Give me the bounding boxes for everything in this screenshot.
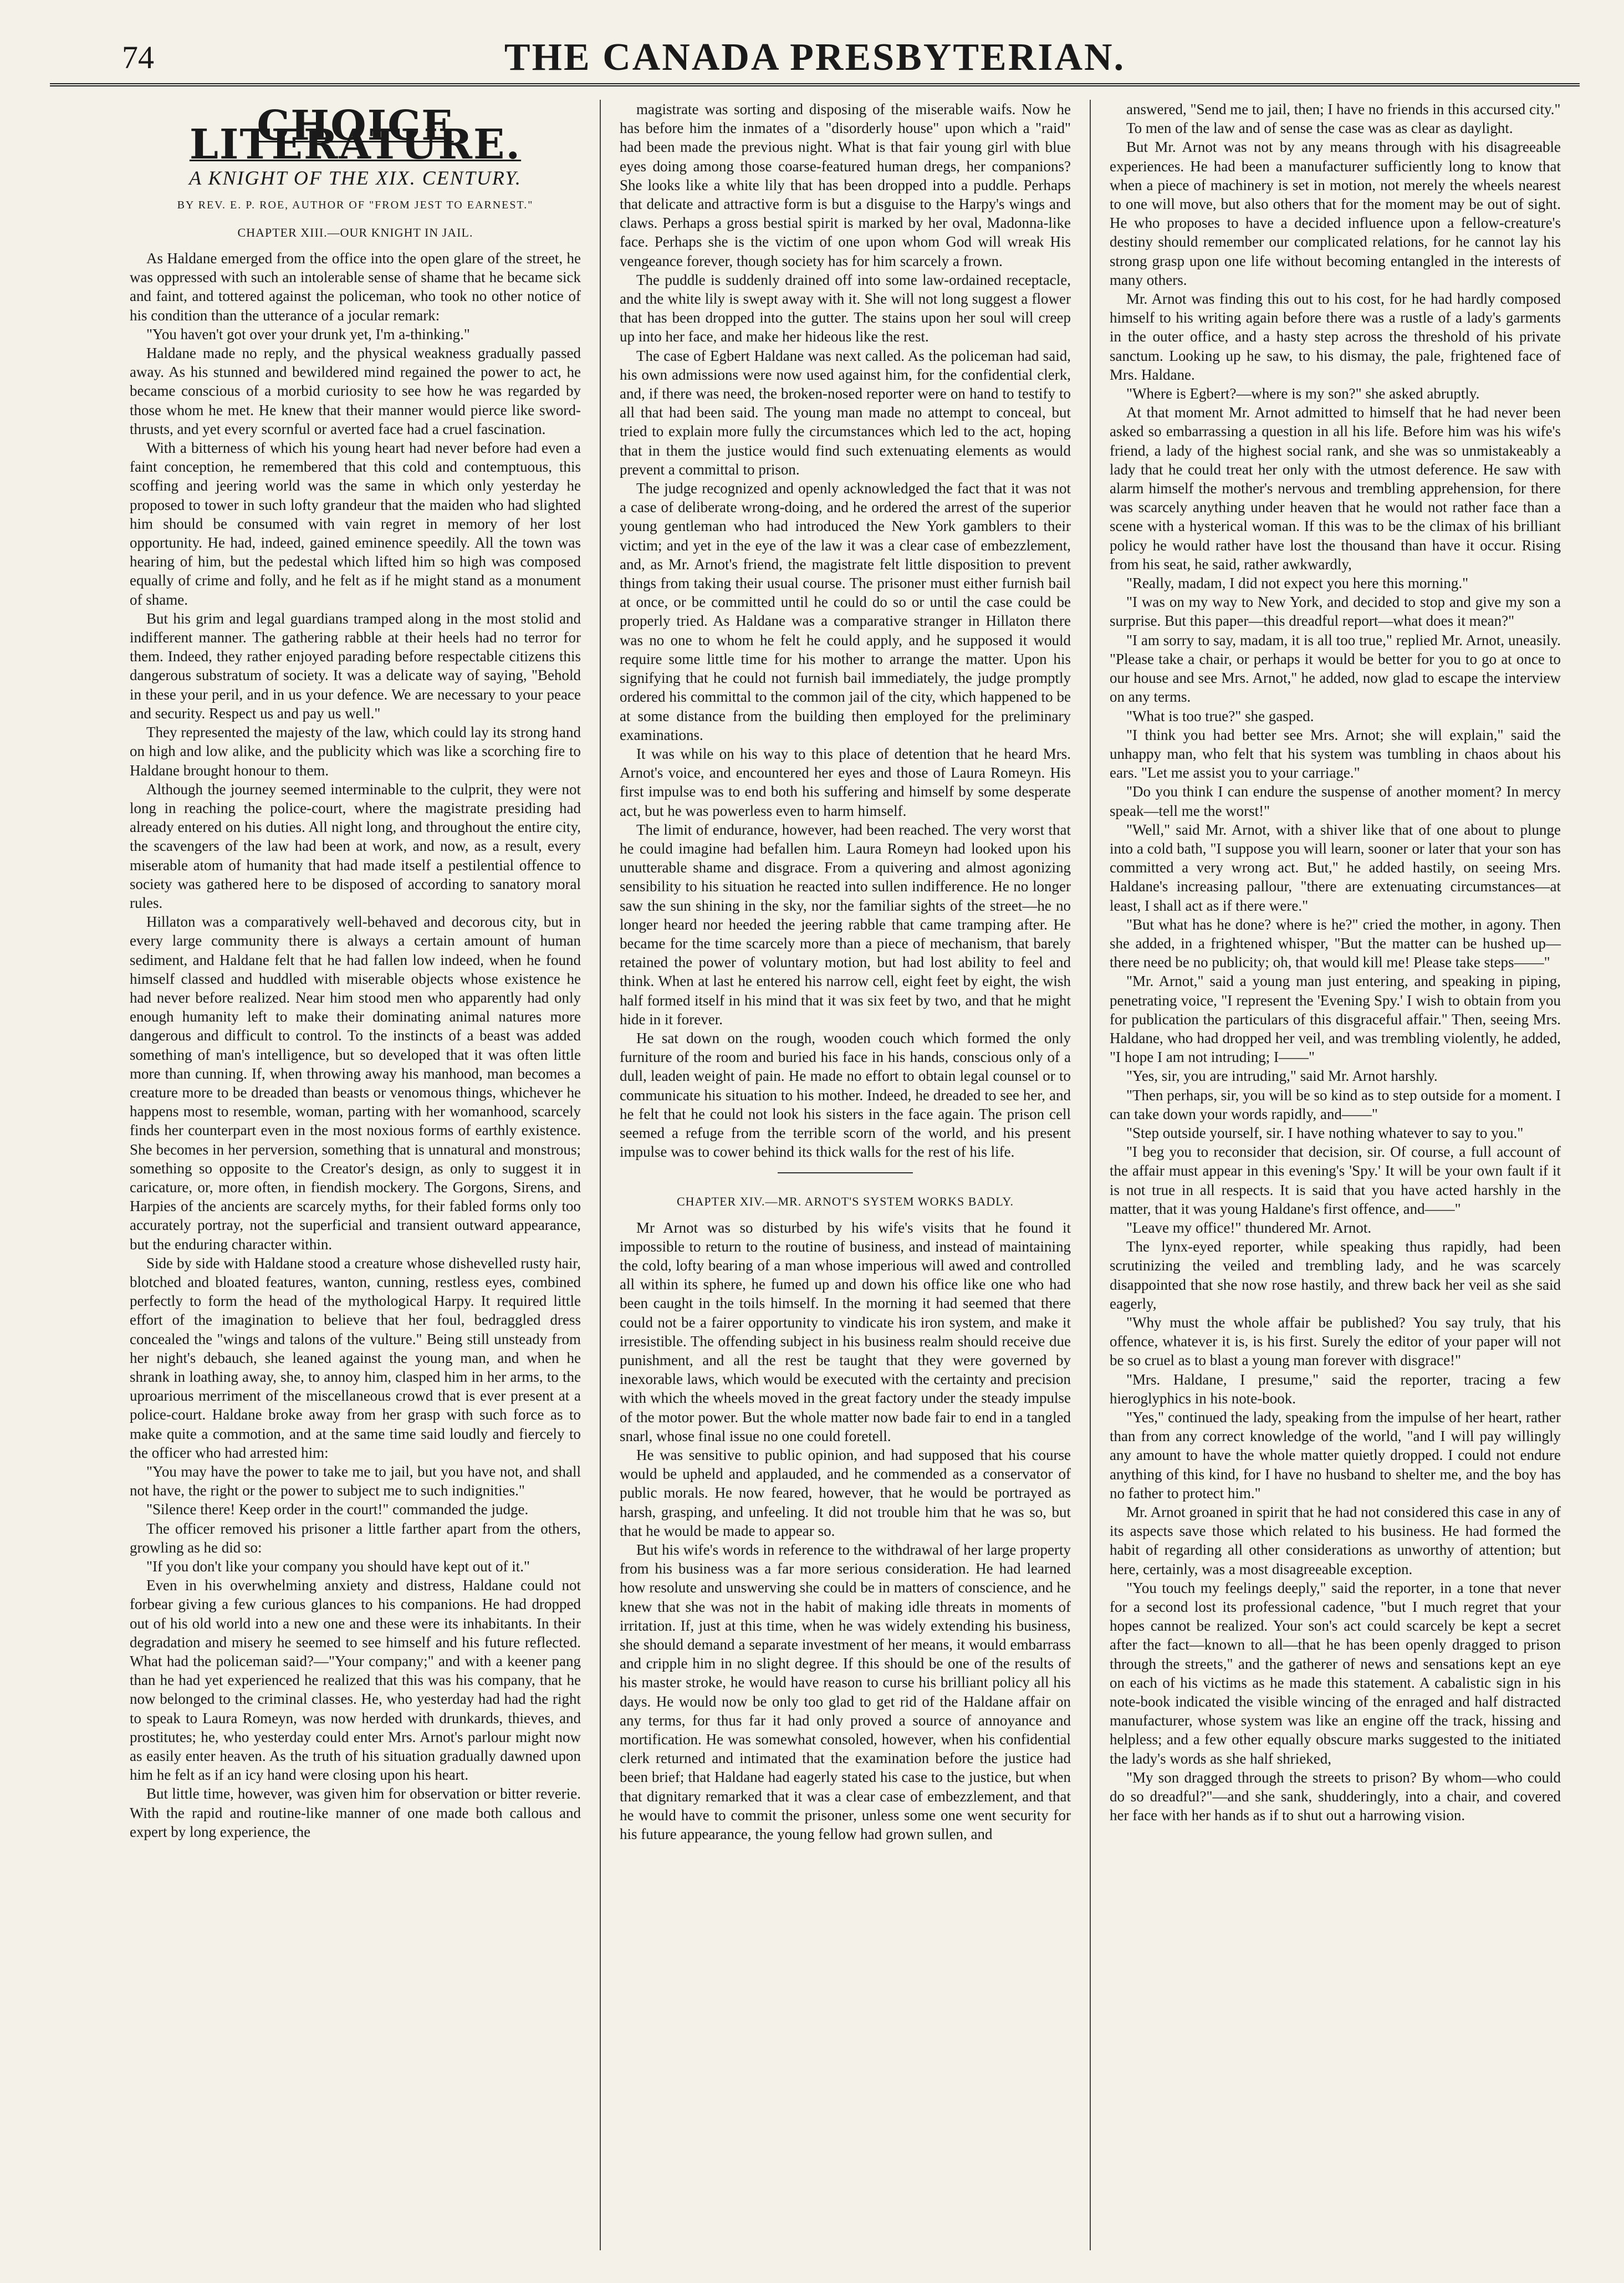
paragraph: The puddle is suddenly drained off into some law-ordained receptacle, and the white lily is swept away with it. She will not long suggest a flower that has been dropped into the gutter. The stains upon her soul will creep up into her face, and make her hideous like the rest. — [620, 271, 1071, 345]
column-2-body-top — [620, 100, 1071, 1161]
paragraph: "I think you had better see Mrs. Arnot; she will explain," said the unhappy man, who felt that his system was tumbling in chaos about his ears. "Let me assist you to your carriage." — [1110, 726, 1561, 782]
paragraph: But Mr. Arnot was not by any means through with his disagreeable experiences. He had been a manufacturer sufficiently long to know that when a piece of machinery is set in motion, not merely the wheels nearest to one will move, but also others that for the moment may be out of sight. He who proposes to have a decided influence upon a fellow-creature's destiny should remember our complicated relations, for he cannot lay his strong grasp upon one life without becoming entangled in the interests of many others. — [1110, 139, 1561, 288]
paragraph: Mr. Arnot was finding this out to his cost, for he had hardly composed himself to his writing again before there was a rustle of a lady's garments in the outer office, and a hasty step across the threshold of his private sanctum. Looking up he saw, to his dismay, the pale, frightened face of Mrs. Haldane. — [1110, 290, 1561, 383]
paragraph: The officer removed his prisoner a little farther apart from the others, growling as he did so: — [130, 1520, 581, 1556]
paragraph: "Where is Egbert?—where is my son?" she asked abruptly. — [1126, 385, 1480, 402]
paragraph: Mr. Arnot groaned in spirit that he had not considered this case in any of its aspects save those which related to his business. He had formed the habit of regarding all other considerations as unworthy of attention; but here, certainly, was a most disagreeable exception. — [1110, 1504, 1561, 1577]
paragraph: The case of Egbert Haldane was next called. As the policeman had said, his own admissions were now used against him, for the confidential clerk, and, if there was need, the broken-nosed reporter were on hand to testify to all that had been said. The young man made no attempt to conceal, but tried to explain more fully the circumstances which led to the act, hoping that in them the justice would find such extenuating elements as would prevent a committal to prison. — [620, 347, 1071, 478]
story-byline: BY REV. E. P. ROE, AUTHOR OF "FROM JEST TO EARNEST." — [177, 198, 534, 211]
paragraph: "Step outside yourself, sir. I have nothing whatever to say to you." — [1126, 1124, 1524, 1141]
paragraph: "Well," said Mr. Arnot, with a shiver like that of one about to plunge into a cold bath, "I suppose you will learn, sooner or later that your son has committed a very wrong act. But," he added hastily, on seeing Mrs. Haldane's increasing pallour, "there are extenuating circumstances—at least, I shall act as if there were." — [1110, 821, 1561, 914]
paragraph: "But what has he done? where is he?" cried the mother, in agony. Then she added, in a frightened whisper, "But the matter can be hushed up—there need be no publicity; oh, that would kill me! Please take steps——" — [1110, 916, 1561, 971]
paragraph: He sat down on the rough, wooden couch which formed the only furniture of the room and buried his face in his hands, conscious only of a dull, leaden weight of pain. He made no effort to obtain legal counsel or to communicate his situation to his mother. Indeed, he dreaded to see her, and he felt that he could not look his sisters in the face again. The prison cell seemed a refuge from the terrible scorn of the world, and his present impulse was to cower behind its thick walls for the rest of his life. — [620, 1029, 1071, 1161]
paragraph: "You touch my feelings deeply," said the reporter, in a tone that never for a second lost its professional cadence, "but I much regret that your hopes cannot be realized. Your son's act could scarcely be kept a secret after the fact—known to all—that he has been openly dragged to prison through the streets," and the gatherer of news and sensations kept an eye on each of his victims as he made this statement. A cabalistic sign in his note-book indicated the visible wincing of the enraged and half distracted manufacturer, whose system was like an engine off the track, hissing and helpless; and a few other equally obscure marks suggested to the initiated the lady's words as she half shrieked, — [1110, 1579, 1561, 1767]
paragraph: But his wife's words in reference to the withdrawal of her large property from his business was a far more serious consideration. He had learned how resolute and unswerving she could be in matters of conscience, and he knew that she was not in the habit of making idle threats in moments of irritation. If, just at this time, when he was widely extending his business, she should demand a separate investment of her means, it would embarrass and cripple him in no slight degree. If this should be one of the results of his master stroke, he would have reason to curse his brilliant policy all his days. He would now be only too glad to get rid of the Haldane affair on any terms, for thus far it had only proved a source of annoyance and mortification. He was somewhat consoled, however, when his confidential clerk returned and intimated that the examination before the justice had been brief; that Haldane had eagerly stated his case to the justice, but when that dignitary remarked that it was a clear case of embezzlement, and that he would have to commit the prisoner, unless some one went security for his future appearance, the young fellow had grown sullen, and — [620, 1541, 1071, 1843]
newspaper-page — [50, 33, 1580, 2250]
paragraph: Side by side with Haldane stood a creature whose dishevelled rusty hair, blotched and bloated features, wanton, cunning, restless eyes, combined perfectly to form the head of the mythological Harpy. It required little effort of the imagination to believe that her foul, bedraggled dress concealed the "wings and talons of the vulture." Being still unsteady from her night's debauch, she leaned against the young man, and when he shrank in loathing away, she, to annoy him, clasped him in her arms, to the uproarious merriment of the miscellaneous crowd that is ever present at a police-court. Haldane broke away from her grasp with such force as to make quite a commotion, and at the same time said loudly and fiercely to the officer who had arrested him: — [130, 1254, 581, 1461]
paragraph: The limit of endurance, however, had been reached. The very worst that he could imagine had befallen him. Laura Romeyn had looked upon his unutterable shame and disgrace. From a quivering and almost agonizing sensibility to his situation he reacted into sullen indifference. He no longer saw the sun shining in the sky, nor the familiar sights of the street—he no longer heard nor heeded the jeering rabble that came tramping after. He became for the time scarcely more than a piece of mechanism, that barely retained the power of voluntary motion, but had lost ability to feel and think. When at last he entered his narrow cell, eight feet by eight, the wish half formed itself in his mind that it was six feet by two, and that he might hide in it forever. — [620, 821, 1071, 1028]
paragraph: At that moment Mr. Arnot admitted to himself that he had never been asked so embarrassing a question in all his life. Before him was his wife's friend, a lady of the highest social rank, and she was so unmistakeably a lady that he could treat her only with the utmost deference. He saw with alarm himself the mother's nervous and trembling apprehension, for there was scarcely anything under heaven that he would not rather face than a scene with a hysterical woman. If this was to be the climax of his brilliant policy he would rather have lost the thousand than have it occur. Rising from his seat, he said, rather awkwardly, — [1110, 404, 1561, 573]
paragraph: "If you don't like your company you should have kept out of it." — [146, 1558, 530, 1575]
paragraph: The lynx-eyed reporter, while speaking thus rapidly, had been scrutinizing the veiled and trembling lady, and he was scarcely disappointed that she now rose hastily, and threw back her veil as she said eagerly, — [1110, 1238, 1561, 1312]
paragraph: The judge recognized and openly acknowledged the fact that it was not a case of deliberate wrong-doing, and he ordered the arrest of the superior young gentleman who had introduced the New York gamblers to their victim; and yet in the eye of the law it was a clear case of embezzlement, and, as Mr. Arnot's friend, the magistrate felt little disposition to prevent things from taking their usual course. The prisoner must either furnish bail at once, or be committed until he could do so or until the case could be properly tried. As Haldane was a comparative stranger in Hillaton there was no one to whom he felt he could apply, and he supposed it would require some little time for his mother to arrange the matter. Upon his signifying that he could not furnish bail immediately, the judge promptly ordered his committal to the common jail of the city, which happened to be at some distance from the building then employed for the preliminary examinations. — [620, 480, 1071, 743]
chapter-13-heading: CHAPTER XIII.—OUR KNIGHT IN JAIL. — [237, 225, 473, 239]
paragraph: "Yes," continued the lady, speaking from the impulse of her heart, rather than from any correct knowledge of the world, "and I will pay willingly any amount to have the whole matter quietly dropped. I could not endure anything of this kind, for I have no husband to shelter me, and the boy has no father to protect him." — [1110, 1409, 1561, 1501]
paragraph: It was while on his way to this place of detention that he heard Mrs. Arnot's voice, and encountered her eyes and those of Laura Romeyn. His first impulse was to end both his suffering and himself by some desperate act, but he was powerless even to harm himself. — [620, 745, 1071, 819]
masthead-title: THE CANADA PRESBYTERIAN. — [504, 36, 1126, 79]
column-2 — [600, 100, 1090, 2250]
paragraph: "I am sorry to say, madam, it is all too true," replied Mr. Arnot, uneasily. "Please take a chair, or perhaps it would be better for you to go at once to our house and see Mrs. Arnot," he added, now glad to escape the interview on any terms. — [1110, 631, 1561, 706]
paragraph: Hillaton was a comparatively well-behaved and decorous city, but in every large community there is always a certain amount of human sediment, and Haldane felt that he had fallen low indeed, when he found himself classed and huddled with miserable objects whose existence he had never before realized. Near him stood men who apparently had only enough humanity left to make their dominating animal natures more dangerous and difficult to control. To the instincts of a beast was added something of man's intelligence, but so developed that it was often little more than cunning. If, when throwing away his manhood, man becomes a creature more to be dreaded than beasts or venomous things, whichever he happens most to resemble, woman, parting with her womanhood, scarcely finds her counterpart even in the most noxious forms of earthly existence. She becomes in her perversion, something that is unnatural and monstrous; something so opposite to the Creator's design, as only to suggest it in caricature, or, more often, in fiendish mockery. The Gorgons, Sirens, and Harpies of the ancients are scarcely myths, for their fabled forms only too accurately portray, not the superficial and transient outward appearance, but the enduring character within. — [130, 913, 581, 1253]
chapter-14-heading: CHAPTER XIV.—MR. ARNOT'S SYSTEM WORKS BADLY. — [676, 1194, 1014, 1209]
paragraph: "You haven't got over your drunk yet, I'm a-thinking." — [146, 325, 470, 343]
paragraph: But his grim and legal guardians tramped along in the most stolid and indifferent manner. The gathering rabble at their heels had no terror for them. Indeed, they rather enjoyed parading before respectable citizens this dangerous substratum of society. It was a delicate way of saying, "Behold in these your peril, and in us your defence. We are necessary to your peace and security. Respect us and pay us well." — [130, 610, 581, 722]
section-title: CHOICE LITERATURE. — [189, 102, 522, 169]
paragraph: Haldane made no reply, and the physical weakness gradually passed away. As his stunned and bewildered mind regained the power to act, he became conscious of a morbid curiosity to see how he was regarded by those whom he met. He knew that their manner would pierce like sword-thrusts, and yet every scornful or averted face had a cruel fascination. — [130, 345, 581, 437]
paragraph: "Silence there! Keep order in the court!" commanded the judge. — [146, 1501, 529, 1518]
paragraph: But little time, however, was given him for observation or bitter reverie. With the rapid and routine-like manner of one made both callous and expert by long experience, the — [130, 1785, 581, 1840]
paragraph: "Yes, sir, you are intruding," said Mr. Arnot harshly. — [1126, 1068, 1438, 1085]
story-title: A KNIGHT OF THE XIX. CENTURY. — [189, 167, 522, 190]
paragraph: "My son dragged through the streets to prison? By whom—who could do so dreadful?"—and she sank, shudderingly, into a chair, and covered her face with her hands as if to shut out a harrowing vision. — [1110, 1769, 1561, 1824]
column-1-body — [130, 249, 581, 1841]
paragraph: "Mrs. Haldane, I presume," said the reporter, tracing a few hieroglyphics in his note-book. — [1110, 1371, 1561, 1407]
paragraph: "You may have the power to take me to jail, but you have not, and shall not have, the right or the power to subject me to such indignities." — [130, 1463, 581, 1499]
page-header — [50, 33, 1580, 86]
page-number: 74 — [122, 39, 154, 75]
column-3-body — [1110, 100, 1561, 1825]
paragraph: "Why must the whole affair be published? You say truly, that his offence, whatever it is, is his first. Surely the editor of your paper will not be so cruel as to blast a young man forever with disgrace!" — [1110, 1314, 1561, 1369]
paragraph: Although the journey seemed interminable to the culprit, they were not long in reaching the police-court, where the magistrate presiding had already entered on his duties. All night long, and throughout the entire city, the scavengers of the law had been at work, and now, as a result, every miserable atom of humanity that had made itself a pestilential offence to society was gathered here to be disposed of according to sanatory moral rules. — [130, 780, 581, 911]
paragraph: They represented the majesty of the law, which could lay its strong hand on high and low alike, and the publicity which was like a scorching fire to Haldane brought honour to them. — [130, 724, 581, 779]
column-3 — [1090, 100, 1580, 2250]
paragraph: "I was on my way to New York, and decided to stop and give my son a surprise. But this paper—this dreadful report—what does it mean?" — [1110, 594, 1561, 630]
article-columns — [111, 100, 1580, 2250]
paragraph: As Haldane emerged from the office into the open glare of the street, he was oppressed with such an intolerable sense of shame that he became sick and faint, and tottered against the policeman, who took no other notice of his condition than the utterance of a jocular remark: — [130, 250, 581, 324]
paragraph: "What is too true?" she gasped. — [1126, 707, 1314, 724]
paragraph: "Mr. Arnot," said a young man just entering, and speaking in piping, penetrating voice, "I represent the 'Evening Spy.' I wish to obtain from you for publication the particulars of this disgraceful affair." Then, seeing Mrs. Haldane, who had dropped her veil, and was trembling violently, he added, "I hope I am not intruding; I——" — [1110, 973, 1561, 1066]
paragraph: He was sensitive to public opinion, and had supposed that his course would be upheld and applauded, and he commended as a conservator of public morals. He now feared, however, that he would be portrayed as harsh, grasping, and unfeeling. It did not trouble him that he was so, but that he would be made to appear so. — [620, 1447, 1071, 1539]
paragraph: answered, "Send me to jail, then; I have no friends in this accursed city." — [1126, 101, 1561, 118]
paragraph: Even in his overwhelming anxiety and distress, Haldane could not forbear giving a few curious glances to his companions. He had dropped out of his old world into a new one and these were its inhabitants. In their degradation and misery he seemed to see himself and his future reflected. What had the policeman said?—"Your company;" and with a keener pang than he had yet experienced he realized that this was his company, that he now belonged to the criminal classes. He, who yesterday had had the right to speak to Laura Romeyn, was now herded with drunkards, thieves, and prostitutes; he, who yesterday could enter Mrs. Arnot's parlour might now as easily enter heaven. As the truth of his situation gradually dawned upon him he felt as if an icy hand were closing upon his heart. — [130, 1577, 581, 1784]
chapter-divider — [778, 1172, 913, 1173]
paragraph: "Really, madam, I did not expect you here this morning." — [1126, 575, 1469, 592]
paragraph: magistrate was sorting and disposing of the miserable waifs. Now he has before him the inmates of a "disorderly house" upon which a "raid" had been made the previous night. What is that fair young girl with blue eyes doing among those coarse-featured human dregs, her companions? She looks like a white lily that has been dropped into a puddle. Perhaps that delicate and attractive form is but a disguise to the Harpy's wings and claws. Perhaps a gross bestial spirit is marked by her oval, Madonna-like face. Perhaps she is the victim of one upon whom God will wreak His vengeance forever, though society has for him scarcely a frown. — [620, 101, 1071, 269]
paragraph: "I beg you to reconsider that decision, sir. Of course, a full account of the affair must appear in this evening's 'Spy.' It will be your own fault if it is not true in all respects. It is said that you have acted harshly in the matter, that it was young Haldane's first offence, and——" — [1110, 1143, 1561, 1217]
paragraph: "Leave my office!" thundered Mr. Arnot. — [1126, 1219, 1372, 1236]
column-2-body-bottom — [620, 1218, 1071, 1844]
column-1 — [111, 100, 600, 2250]
paragraph: With a bitterness of which his young heart had never before had even a faint conception, he remembered that this cold and contemptuous, this scoffing and jeering world was the same in which only yesterday he proposed to tower in such lofty grandeur that the maiden who had slighted him should be consumed with vain regret in memory of her lost opportunity. He had, indeed, gained eminence speedily. All the town was hearing of him, but the pedestal which lifted him so high was composed equally of crime and folly, and he felt as if he might stand as a monument of shame. — [130, 440, 581, 608]
paragraph: "Then perhaps, sir, you will be so kind as to step outside for a moment. I can take down your words rapidly, and——" — [1110, 1086, 1561, 1122]
paragraph: "Do you think I can endure the suspense of another moment? In mercy speak—tell me the worst!" — [1110, 783, 1561, 819]
paragraph: To men of the law and of sense the case was as clear as daylight. — [1126, 120, 1513, 137]
paragraph: Mr Arnot was so disturbed by his wife's visits that he found it impossible to return to the routine of business, and instead of maintaining the cold, lofty bearing of a man whose imperious will awed and controlled all within its sphere, he fumed up and down his office like one who had been caught in the toils himself. In the morning it had seemed that there could not be a fairer opportunity to vindicate his iron system, and make it irresistible. The offending subject in his business realm should receive due punishment, and all the rest be taught that they were governed by inexorable laws, which would be executed with the certainty and precision with which the wheels moved in the great factory under the steady impulse of the motor power. But the whole matter now bade fair to end in a tangled snarl, whose final issue no one could foretell. — [620, 1219, 1071, 1444]
